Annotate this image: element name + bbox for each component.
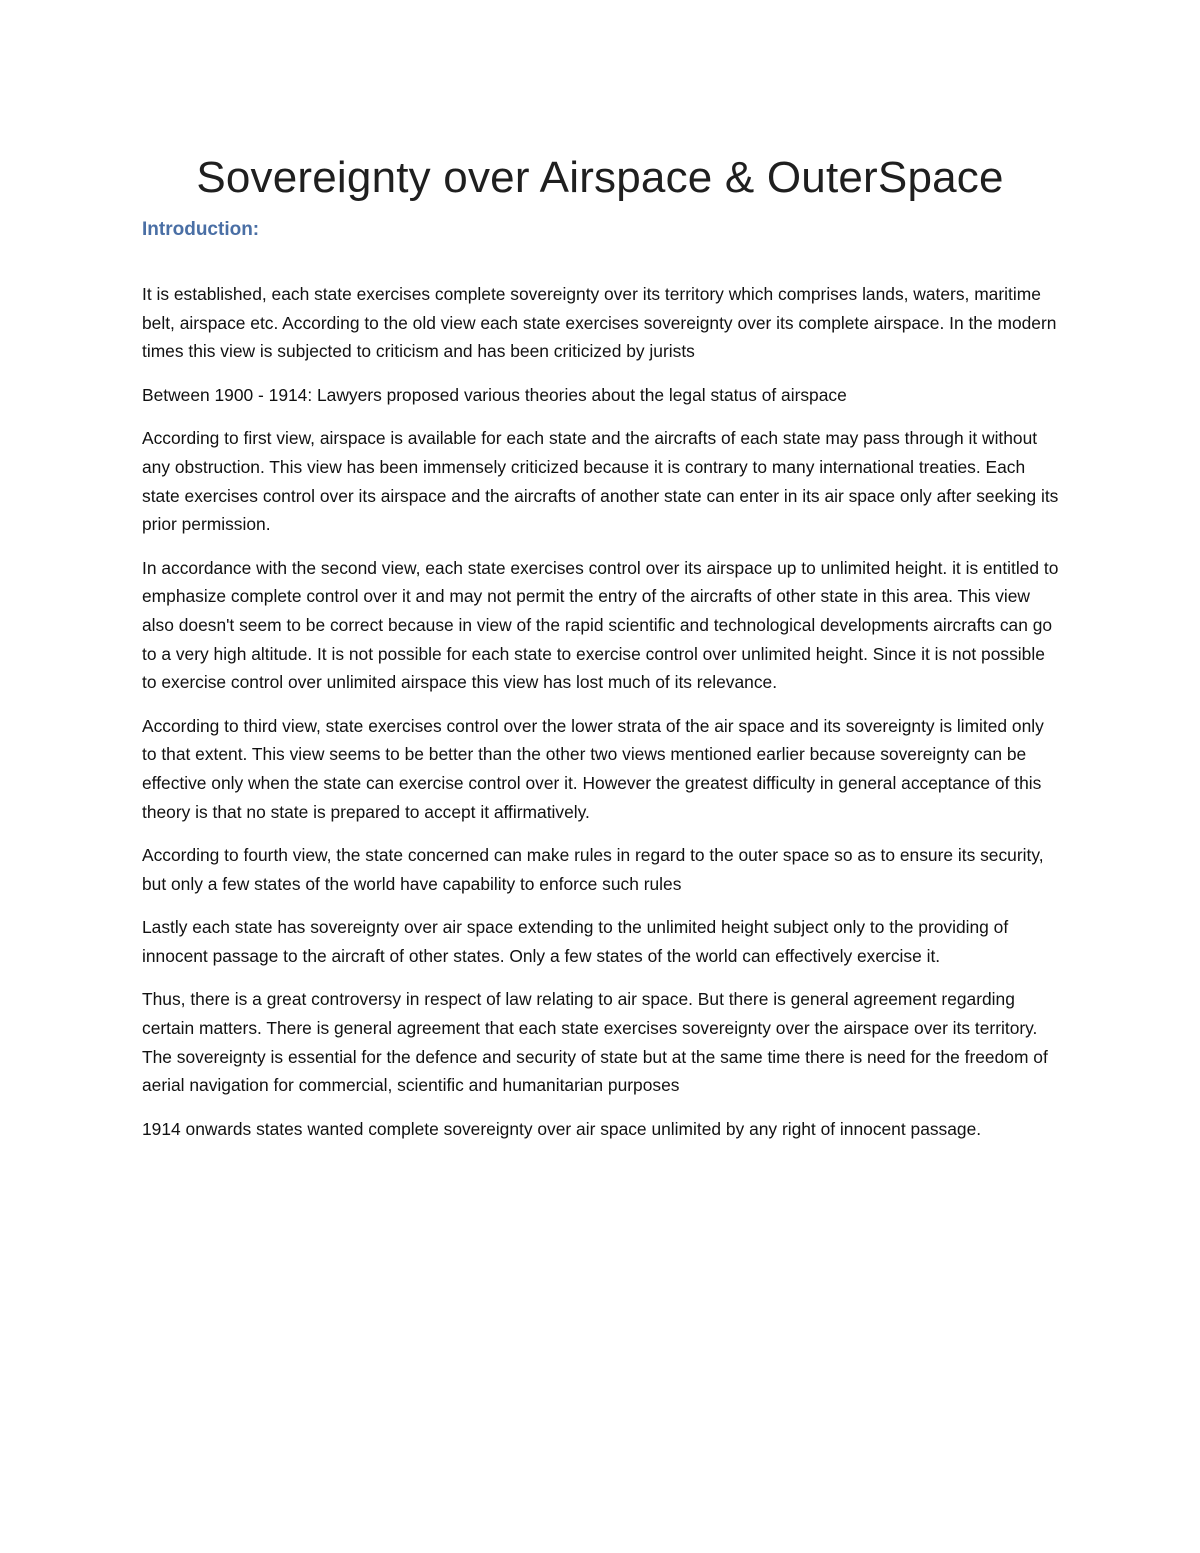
paragraph: It is established, each state exercises complete sovereignty over its territory which comprises lands, waters, maritime belt, airspace etc. According to the old view each state exercises sovereignty over its complete airspace. In the modern times this view is subjected to criticism and has been criticized by jurists [142,284,1057,362]
paragraph: According to fourth view, the state concerned can make rules in regard to the outer space so as to ensure its security, but only a few states of the world have capability to enforce such rules [142,845,1044,894]
paragraph: Lastly each state has sovereignty over air space extending to the unlimited height subject only to the providing of innocent passage to the aircraft of other states. Only a few states of the world can effectively exercise it. [142,917,1009,966]
document-title: Sovereignty over Airspace & OuterSpace [196,153,1004,202]
document-body [142,280,1062,1158]
paragraph: According to first view, airspace is available for each state and the aircrafts of each state may pass through it without any obstruction. This view has been immensely criticized because it is contrary to many international treaties. Each state exercises control over its airspace and the aircrafts of another state can enter in its air space only after seeking its prior permission. [142,428,1059,535]
paragraph: Between 1900 - 1914: Lawyers proposed various theories about the legal status of airspace [142,384,847,405]
paragraph: 1914 onwards states wanted complete sovereignty over air space unlimited by any right of innocent passage. [142,1118,982,1139]
paragraph: Thus, there is a great controversy in respect of law relating to air space. But there is general agreement regarding certain matters. There is general agreement that each state exercises sovereignty over the airspace over its territory. The sovereignty is essential for the defence and security of state but at the same time there is need for the freedom of aerial navigation for commercial, scientific and humanitarian purposes [142,989,1048,1096]
paragraph: According to third view, state exercises control over the lower strata of the air space and its sovereignty is limited only to that extent. This view seems to be better than the other two views mentioned earlier because sovereignty can be effective only when the state can exercise control over it. However the greatest difficulty in general acceptance of this theory is that no state is prepared to accept it affirmatively. [142,715,1044,822]
section-heading-introduction: Introduction: [142,219,260,240]
paragraph: In accordance with the second view, each state exercises control over its airspace up to unlimited height. it is entitled to emphasize complete control over it and may not permit the entry of the aircrafts of other state in this area. This view also doesn't seem to be correct because in view of the rapid scientific and technological developments aircrafts can go to a very high altitude. It is not possible for each state to exercise control over unlimited height. Since it is not possible to exercise control over unlimited airspace this view has lost much of its relevance. [142,557,1059,693]
